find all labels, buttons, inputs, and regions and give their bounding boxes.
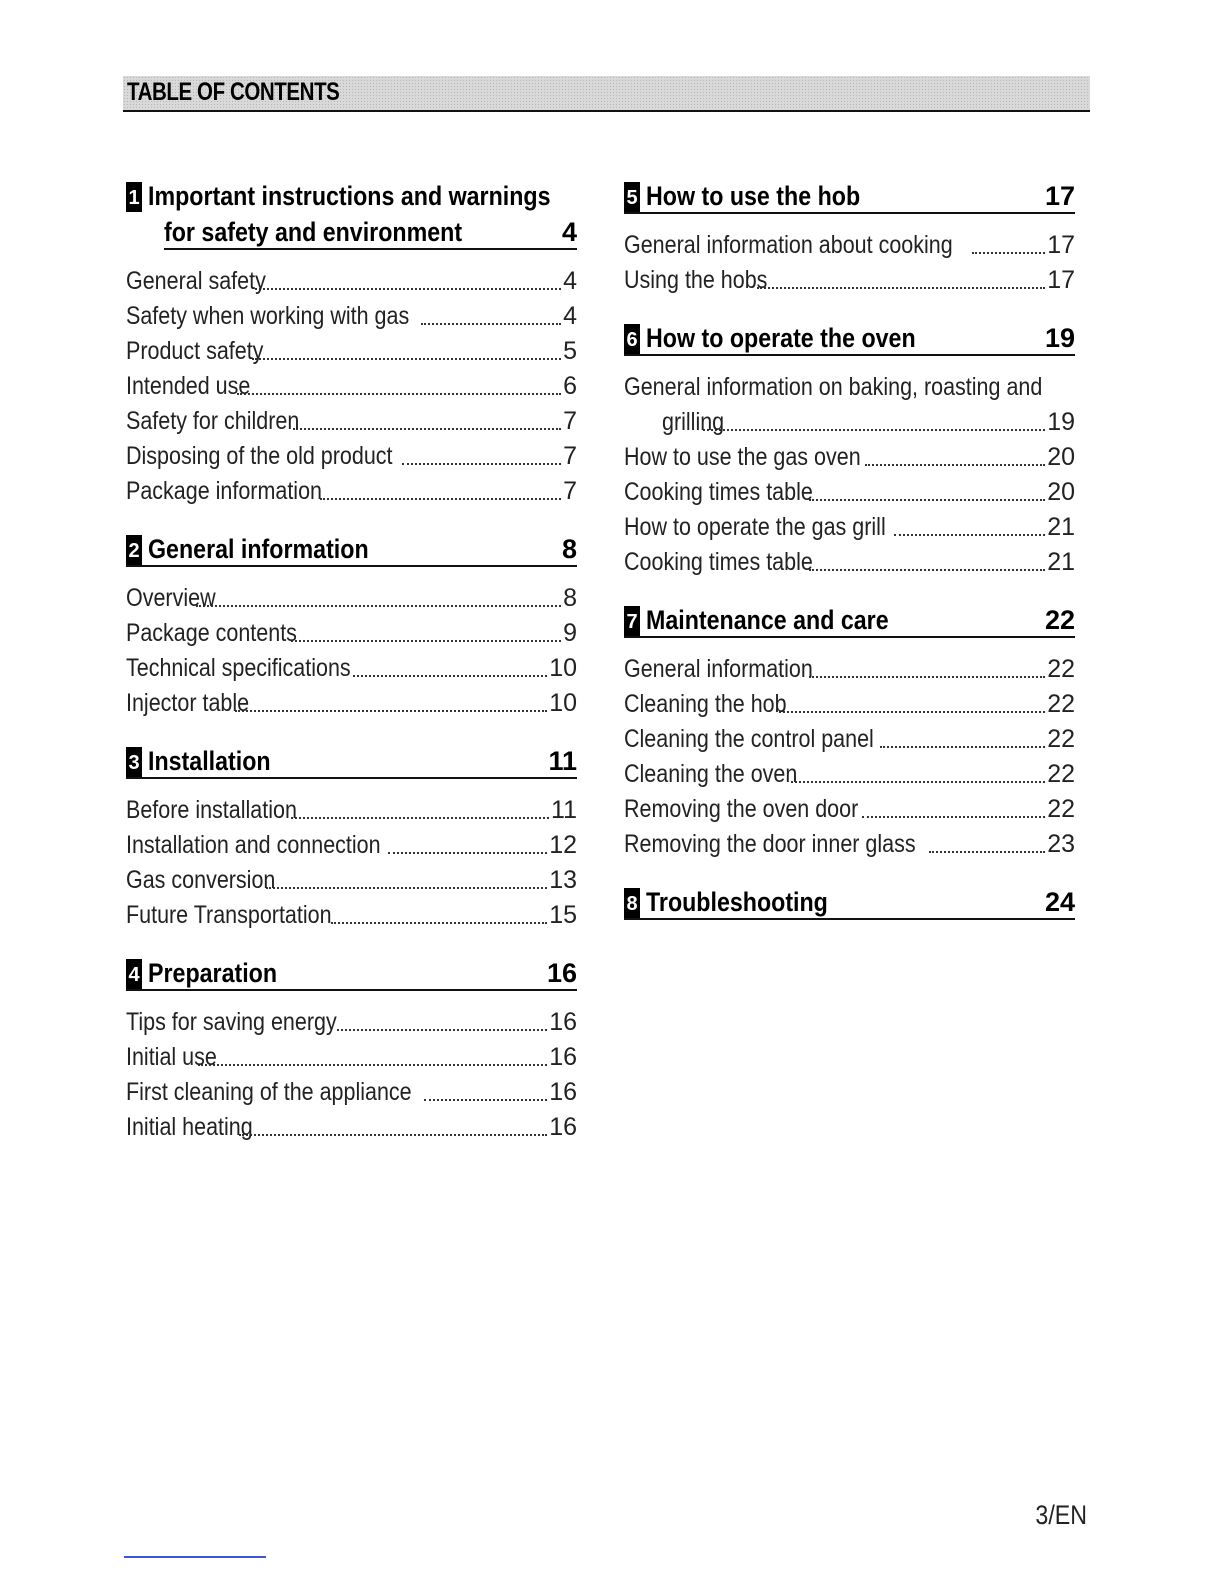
section-page-number: 11: [548, 746, 577, 776]
entry-page-number: 4: [563, 267, 577, 295]
toc-section-5: [624, 180, 1075, 298]
dot-leader: [196, 605, 561, 607]
toc-entry[interactable]: [126, 828, 577, 863]
entry-page-number: 20: [1047, 443, 1075, 471]
dot-leader: [809, 569, 1045, 571]
page-number: 3/EN: [1035, 1500, 1087, 1530]
dot-leader: [235, 710, 547, 712]
section-number-badge: 7: [624, 606, 640, 636]
section-page-number: 8: [561, 534, 577, 564]
entry-label: Tips for saving energy: [126, 1008, 337, 1036]
entry-label: Overview: [126, 584, 216, 612]
toc-entry[interactable]: [126, 863, 577, 898]
section-title: How to operate the oven: [646, 323, 916, 353]
toc-header-bar: [123, 76, 1090, 112]
section-heading[interactable]: [624, 604, 1075, 638]
dot-leader: [703, 429, 1045, 431]
entry-page-number: 6: [563, 372, 577, 400]
entry-page-number: 17: [1047, 231, 1075, 259]
toc-entry[interactable]: [624, 687, 1075, 722]
dot-leader: [402, 463, 561, 465]
entry-page-number: 7: [563, 477, 577, 505]
entry-page-number: 22: [1047, 725, 1075, 753]
section-heading[interactable]: [624, 886, 1075, 920]
toc-entry[interactable]: [624, 263, 1075, 298]
entry-page-number: 17: [1047, 266, 1075, 294]
dot-leader: [757, 287, 1045, 289]
toc-section-7: [624, 604, 1075, 862]
entry-page-number: 10: [549, 689, 577, 717]
entry-page-number: 16: [549, 1043, 577, 1071]
entry-page-number: 19: [1047, 408, 1075, 436]
entry-page-number: 22: [1047, 760, 1075, 788]
entry-label: General information on baking, roasting and: [624, 373, 1043, 401]
entry-label: How to operate the gas grill: [624, 513, 886, 541]
dot-leader: [237, 393, 562, 395]
toc-entry[interactable]: [126, 1040, 577, 1075]
entry-label: Initial heating: [126, 1113, 253, 1141]
dot-leader: [198, 1064, 548, 1066]
toc-entry[interactable]: [126, 898, 577, 933]
toc-section-4: [126, 957, 577, 1145]
section-number-badge: 1: [126, 182, 142, 212]
toc-entry[interactable]: [126, 1075, 577, 1110]
toc-entry[interactable]: [126, 369, 577, 404]
toc-entry[interactable]: [126, 334, 577, 369]
toc-entry[interactable]: [126, 686, 577, 721]
section-title: How to use the hob: [646, 181, 861, 211]
dot-leader: [266, 887, 548, 889]
section-title: Troubleshooting: [646, 887, 828, 917]
section-title: General information: [148, 534, 369, 564]
entry-page-number: 7: [563, 407, 577, 435]
dot-leader: [880, 746, 1045, 748]
section-page-number: 24: [1044, 887, 1075, 917]
dot-leader: [293, 428, 561, 430]
toc-entry[interactable]: [126, 1005, 577, 1040]
section-number-badge: 2: [126, 535, 142, 565]
footer-link-underline: [124, 1556, 266, 1558]
toc-entry[interactable]: [624, 228, 1075, 263]
section-number-badge: 5: [624, 182, 640, 212]
dot-leader: [779, 711, 1045, 713]
entry-label: Before installation: [126, 796, 297, 824]
toc-section-8: [624, 886, 1075, 920]
toc-entry[interactable]: [624, 652, 1075, 687]
toc-column-left: [126, 180, 577, 1169]
entry-page-number: 7: [563, 442, 577, 470]
entry-page-number: 13: [549, 866, 577, 894]
toc-column-right: [624, 180, 1075, 944]
entry-page-number: 10: [549, 654, 577, 682]
entry-label: Cleaning the control panel: [624, 725, 874, 753]
entry-label: Intended use: [126, 372, 251, 400]
toc-entry[interactable]: [126, 651, 577, 686]
entry-page-number: 16: [549, 1113, 577, 1141]
section-heading[interactable]: [126, 180, 577, 250]
section-title: Installation: [148, 746, 271, 776]
entry-page-number: 21: [1047, 513, 1075, 541]
entry-label: Injector table: [126, 689, 250, 717]
dot-leader: [291, 640, 561, 642]
entry-page-number: 22: [1047, 795, 1075, 823]
dot-leader: [337, 1029, 547, 1031]
section-heading[interactable]: [126, 745, 577, 779]
toc-section-1: [126, 180, 577, 509]
dot-leader: [331, 922, 547, 924]
entry-label-continued: grilling: [662, 408, 725, 436]
entry-page-number: 16: [549, 1008, 577, 1036]
dot-leader: [865, 464, 1045, 466]
section-page-number: 16: [546, 958, 577, 988]
entry-label: General information about cooking: [624, 231, 953, 259]
entry-page-number: 4: [563, 302, 577, 330]
dot-leader: [862, 816, 1045, 818]
entry-page-number: 23: [1047, 830, 1075, 858]
section-page-number: 17: [1044, 181, 1075, 211]
dot-leader: [239, 1134, 547, 1136]
toc-entry[interactable]: [624, 510, 1075, 545]
entry-label: Installation and connection: [126, 831, 381, 859]
toc-entry[interactable]: [126, 474, 577, 509]
entry-label: Cleaning the oven: [624, 760, 798, 788]
entry-label: Gas conversion: [126, 866, 276, 894]
entry-label: Cleaning the hob: [624, 690, 787, 718]
toc-entry[interactable]: [126, 299, 577, 334]
entry-label: Initial use: [126, 1043, 217, 1071]
entry-label: General safety: [126, 267, 266, 295]
entry-label: Product safety: [126, 337, 264, 365]
toc-entry[interactable]: [624, 370, 1075, 440]
entry-page-number: 16: [549, 1078, 577, 1106]
dot-leader: [255, 288, 562, 290]
entry-label: Package information: [126, 477, 322, 505]
section-page-number: 19: [1044, 323, 1075, 353]
entry-label: Using the hobs: [624, 266, 768, 294]
entry-page-number: 8: [563, 584, 577, 612]
toc-entry[interactable]: [126, 439, 577, 474]
entry-label: Technical specifications: [126, 654, 351, 682]
section-title: Preparation: [148, 958, 278, 988]
toc-entry[interactable]: [624, 757, 1075, 792]
toc-entry[interactable]: [126, 616, 577, 651]
entry-label: First cleaning of the appliance: [126, 1078, 412, 1106]
dot-leader: [894, 534, 1045, 536]
toc-entry[interactable]: [126, 581, 577, 616]
entry-page-number: 5: [563, 337, 577, 365]
dot-leader: [252, 358, 561, 360]
entry-label: Cooking times table: [624, 548, 813, 576]
toc-entry[interactable]: [624, 475, 1075, 510]
toc-entry[interactable]: [624, 827, 1075, 862]
entry-page-number: 21: [1047, 548, 1075, 576]
dot-leader: [421, 323, 561, 325]
section-number-badge: 3: [126, 747, 142, 777]
section-number-badge: 6: [624, 324, 640, 354]
entry-label: Safety for children: [126, 407, 300, 435]
dot-leader: [929, 851, 1045, 853]
dot-leader: [353, 675, 547, 677]
entry-label: Package contents: [126, 619, 297, 647]
entry-label: Safety when working with gas: [126, 302, 410, 330]
entry-label: Cooking times table: [624, 478, 813, 506]
section-title: Maintenance and care: [646, 605, 889, 635]
toc-entry[interactable]: [624, 545, 1075, 580]
entry-page-number: 12: [549, 831, 577, 859]
entry-page-number: 22: [1047, 655, 1075, 683]
toc-entry[interactable]: [126, 404, 577, 439]
toc-entry[interactable]: [126, 793, 577, 828]
toc-entry[interactable]: [126, 1110, 577, 1145]
toc-entry[interactable]: [624, 792, 1075, 827]
dot-leader: [972, 252, 1045, 254]
dot-leader: [791, 781, 1045, 783]
entry-page-number: 22: [1047, 690, 1075, 718]
toc-section-3: [126, 745, 577, 933]
section-heading[interactable]: [126, 533, 577, 567]
entry-label: Removing the door inner glass: [624, 830, 916, 858]
entry-label: Removing the oven door: [624, 795, 859, 823]
section-title-continued: for safety and environment: [164, 217, 463, 247]
entry-label: Future Transportation: [126, 901, 332, 929]
entry-page-number: 15: [549, 901, 577, 929]
dot-leader: [809, 499, 1045, 501]
toc-section-2: [126, 533, 577, 721]
section-page-number: 4: [561, 217, 577, 247]
section-heading[interactable]: [126, 957, 577, 991]
dot-leader: [809, 676, 1045, 678]
section-title: Important instructions and warnings: [148, 181, 551, 211]
section-number-badge: 4: [126, 959, 142, 989]
section-heading[interactable]: [624, 180, 1075, 214]
page-title: TABLE OF CONTENTS: [127, 78, 340, 106]
section-number-badge: 8: [624, 888, 640, 918]
section-heading[interactable]: [624, 322, 1075, 356]
toc-section-6: [624, 322, 1075, 580]
toc-entry[interactable]: [624, 440, 1075, 475]
entry-label: General information: [624, 655, 813, 683]
dot-leader: [424, 1099, 547, 1101]
dot-leader: [291, 817, 549, 819]
entry-page-number: 9: [563, 619, 577, 647]
toc-entry[interactable]: [126, 264, 577, 299]
entry-label: Disposing of the old product: [126, 442, 393, 470]
dot-leader: [388, 852, 547, 854]
section-page-number: 22: [1044, 605, 1075, 635]
toc-entry[interactable]: [624, 722, 1075, 757]
entry-label: How to use the gas oven: [624, 443, 861, 471]
entry-page-number: 20: [1047, 478, 1075, 506]
dot-leader: [320, 498, 561, 500]
entry-page-number: 11: [551, 796, 577, 824]
